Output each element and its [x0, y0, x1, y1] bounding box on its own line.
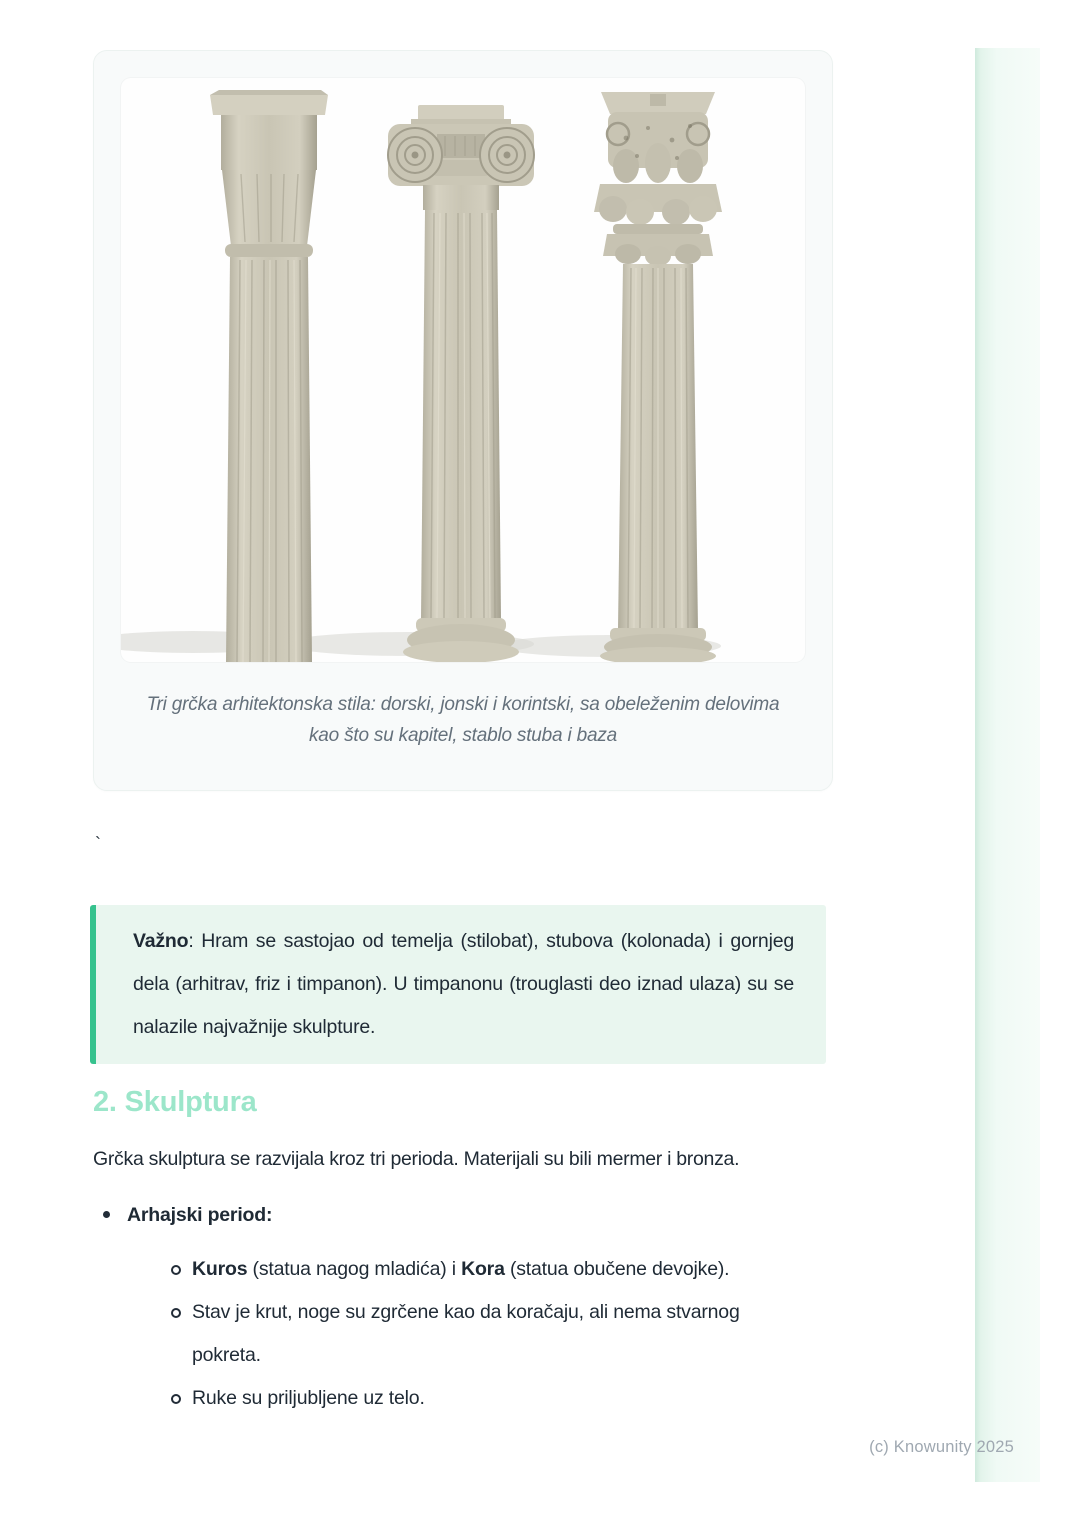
intro-paragraph: Grčka skulptura se razvijala kroz tri perioda. Materijali su bili mermer i bronza.: [93, 1148, 740, 1170]
accent-strip: [975, 48, 1040, 1482]
list-item-text: Kuros (statua nagog mladića) i Kora (statua obučene devojke).: [192, 1258, 730, 1280]
list-item: [127, 1377, 807, 1420]
list-item-text: Ruke su priljubljene uz telo.: [192, 1387, 425, 1409]
bullet-circle-icon: [171, 1308, 181, 1318]
bullet-list: [93, 1200, 833, 1420]
list-item-title: Arhajski period:: [127, 1204, 273, 1226]
page-footer: (c) Knowunity 2025: [869, 1438, 1014, 1456]
bullet-circle-icon: [171, 1394, 181, 1404]
callout-body: : Hram se sastojao od temelja (stilobat), stubova (kolonada) i gornjeg dela (arhitrav, friz i timpanon). U timpanonu (trouglasti deo iznad ulaza) su se nalazile najvažnije skulpture.: [133, 930, 794, 1038]
stray-backtick: `: [95, 834, 101, 854]
list-item-archaic-period: [93, 1200, 833, 1420]
bullet-dot-icon: [103, 1211, 110, 1218]
callout-text: [133, 920, 794, 1049]
list-item: [127, 1248, 807, 1291]
columns-illustration: [121, 78, 805, 662]
figure-caption-line2: kao što su kapitel, stablo stuba i baza: [308, 725, 617, 746]
volute-right: [480, 128, 534, 182]
ionic-column: [388, 105, 534, 662]
corinthian-column: [594, 92, 722, 662]
figure-card: [93, 50, 833, 791]
callout-label: Važno: [133, 930, 189, 952]
sub-list: [127, 1248, 807, 1420]
figure-caption: [94, 689, 832, 751]
doric-column: [210, 90, 328, 662]
list-item: [127, 1291, 807, 1377]
volute-left: [388, 128, 442, 182]
list-item-text: Stav je krut, noge su zgrčene kao da koračaju, ali nema stvarnog pokreta.: [192, 1301, 740, 1366]
bullet-circle-icon: [171, 1265, 181, 1275]
image-frame: [121, 78, 805, 662]
figure-caption-line1: Tri grčka arhitektonska stila: dorski, jonski i korintski, sa obeleženim delovima: [146, 694, 780, 715]
important-callout: [90, 905, 826, 1064]
section-heading: 2. Skulptura: [93, 1086, 257, 1118]
